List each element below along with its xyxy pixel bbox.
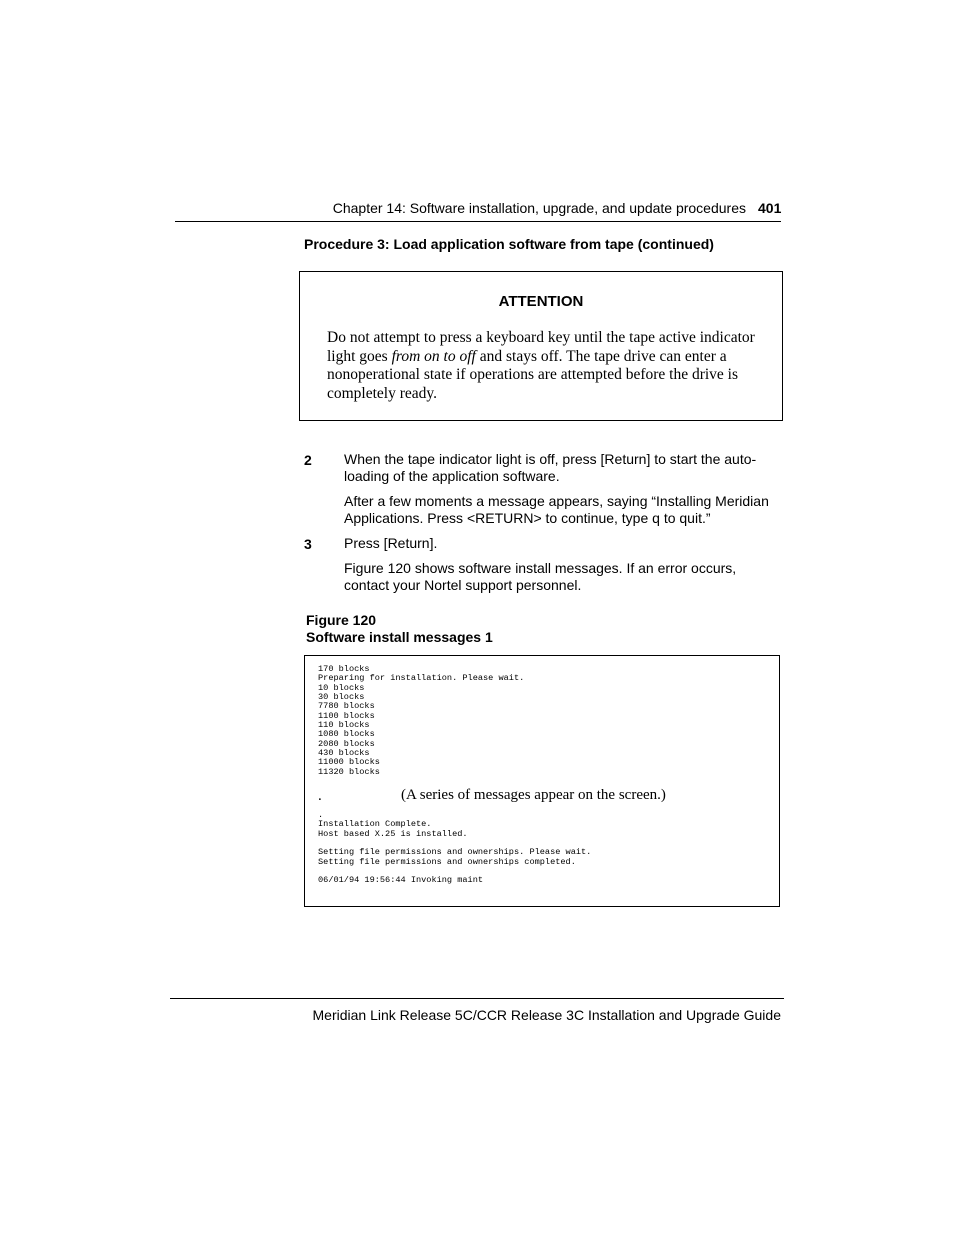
header-divider bbox=[175, 221, 781, 222]
step-note: After a few moments a message appears, saying “Installing Meridian Applications. Press <RETURN> to continue, type q to quit.” bbox=[344, 493, 769, 526]
console-series-note: (A series of messages appear on the screen.) bbox=[401, 787, 666, 803]
attention-body bbox=[327, 329, 767, 404]
procedure-title: Procedure 3: Load application software from tape (continued) bbox=[304, 236, 714, 252]
footer-divider bbox=[170, 998, 784, 999]
step-text: Press [Return]. bbox=[344, 535, 438, 551]
step-text: When the tape indicator light is off, press [Return] to start the auto-loading of the application software. bbox=[344, 451, 757, 484]
attention-text-start: Do not attempt to press a keyboard key until the tape active indicator light goes bbox=[327, 329, 755, 365]
attention-text-end: and stays off. The tape drive can enter a nonoperational state if operations are attempted before the drive is completely ready. bbox=[327, 347, 739, 403]
footer-guide-title: Meridian Link Release 5C/CCR Release 3C Installation and Upgrade Guide bbox=[312, 1007, 781, 1023]
console-output-bottom: . Installation Complete. Host based X.25 is installed. Setting file permissions and ownerships. Please wait. Setting file permissions and ownerships completed. 06/01/94 19:56:44 Invoking maint bbox=[318, 810, 592, 886]
figure-caption: Software install messages 1 bbox=[306, 629, 493, 645]
running-header: Chapter 14: Software installation, upgrade, and update procedures bbox=[332, 200, 746, 216]
page-number: 401 bbox=[758, 200, 782, 216]
console-ellipsis-dot: . bbox=[318, 788, 322, 804]
console-output-top: 170 blocks Preparing for installation. Please wait. 10 blocks 30 blocks 7780 blocks 1100 blocks 110 blocks 1080 blocks 2080 blocks 430 blocks 11000 blocks 11320 blocks bbox=[318, 664, 525, 777]
step-note: Figure 120 shows software install messages. If an error occurs, contact your Nortel support personnel. bbox=[344, 560, 737, 593]
step-number: 3 bbox=[304, 536, 312, 552]
step-number: 2 bbox=[304, 452, 312, 468]
figure-number: Figure 120 bbox=[306, 612, 377, 628]
attention-emphasis: from on to off bbox=[391, 347, 476, 365]
attention-heading: ATTENTION bbox=[498, 293, 584, 310]
